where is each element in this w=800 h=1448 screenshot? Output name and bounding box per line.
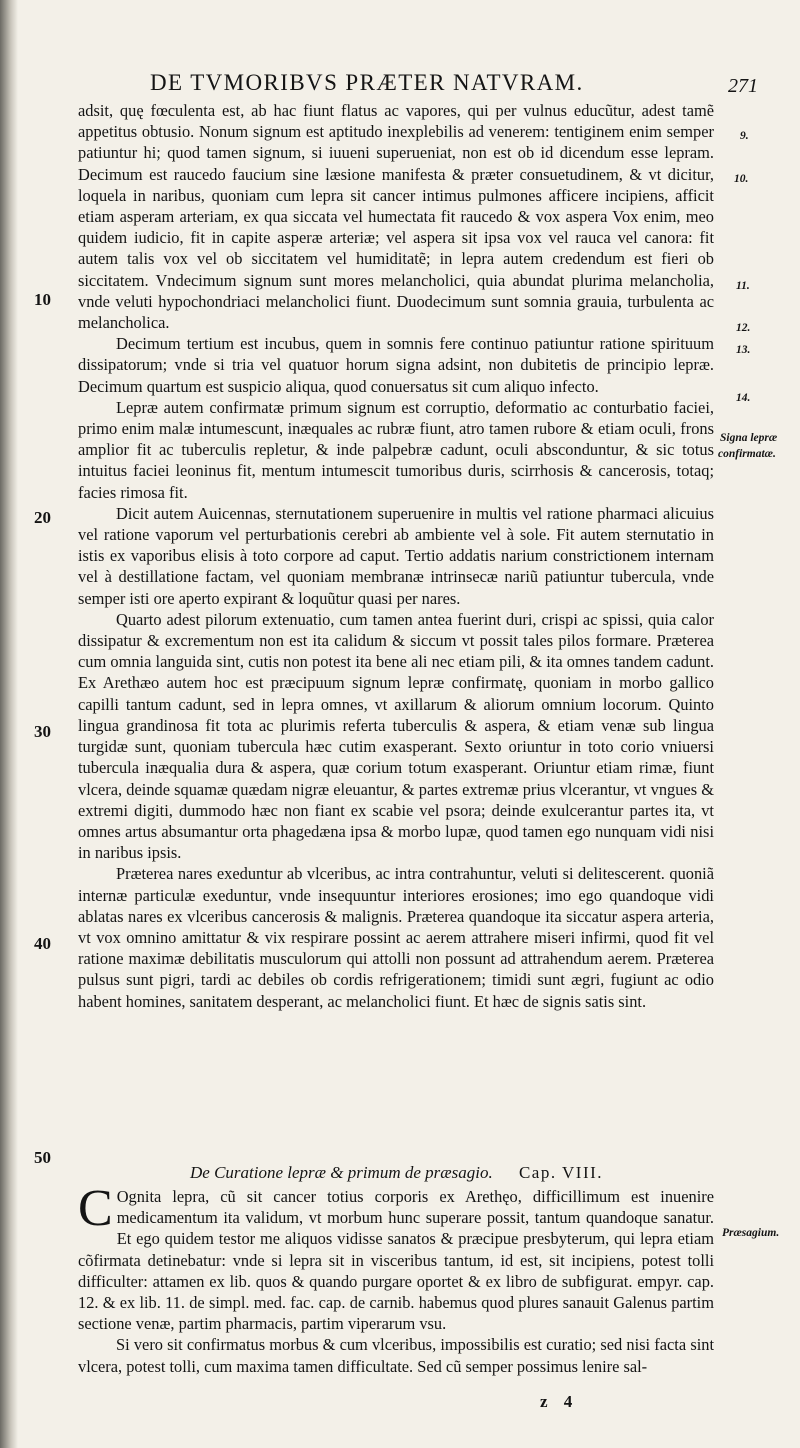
margin-note: 10.: [734, 173, 749, 185]
line-number: 40: [34, 934, 51, 953]
line-number: 20: [34, 508, 51, 527]
paragraph: Si vero sit confirmatus morbus & cum vlceribus, impossibilis est curatio; sed nisi facta sint vlcera, potest tolli, cum maxima tamen difficultate. Sed cũ semper possimus lenire sal-: [78, 1335, 714, 1376]
drop-cap: C: [78, 1180, 113, 1237]
book-spine: [0, 0, 18, 1448]
margin-note: confirmatæ.: [718, 448, 776, 460]
margin-note: Præsagium.: [722, 1227, 780, 1239]
chapter-heading: [190, 1163, 710, 1183]
paragraph: Lepræ autem confirmatæ primum signum est corruptio, deformatio ac conturbatio faciei, primo enim malæ intumescunt, inæquales ac rubræ fiunt, atro tamen rubore & etiam oculi, frons amplior fit ac tuberculis repletur, & inde palpebræ cadunt, oculi absconduntur, & sic totus intuitus faciei leoninus fit, mentum intumescit tumoribus duris, scirrhosis & cancerosis, totaq; facies rimosa fit.: [78, 397, 714, 502]
paragraph: [78, 1180, 714, 1334]
margin-note: 14.: [736, 392, 751, 404]
margin-note: 9.: [740, 130, 749, 142]
chapter-text: [78, 1180, 714, 1377]
paragraph: Decimum tertium est incubus, quem in somnis fere continuo patiuntur ratione spirituum dissipatorum; vnde si tria vel quatuor horum signa adsint, non dubitetis de principio lepræ. Decimum quartum est suspicio aliqua, quod conuersatus sit cum aliquo infecto.: [78, 334, 714, 396]
margin-note: 11.: [736, 280, 750, 292]
paragraph: Præterea nares exeduntur ab vlceribus, ac intra contrahuntur, veluti si delitescerent. quoniã internæ particulæ exeduntur, vnde insequuntur interiores erosiones; imo ego quandoque vidi ablatas nares ex vlceribus cancerosis & malignis. Præterea quandoque ita siccatur aspera arteria, vt vox omnino amittatur & vix respirare possint ac aerem attrahere miseri infirmi, quod fit vel ratione maximæ debilitatis musculorum qui attolli non possunt ad attrahendum aerem. Præterea pulsus sunt pigri, tardi ac debiles ob cordis refrigerationem; timidi sunt ægri, fugiunt ac odio habent homines, sanitatem desperant, ac melancholici fiunt. Et hæc de signis satis sint.: [78, 864, 714, 1011]
signature-mark: z 4: [540, 1392, 579, 1411]
paragraph: adsit, quę fœculenta est, ab hac fiunt flatus ac vapores, qui per vulnus educũtur, adest tamẽ appetitus obtusio. Nonum signum est aptitudo inexplebilis ad venerem: tentiginem enim semper patiuntur hi; quod tamen signum, si iuueni superueniat, non est ob id dicendum esse lepram. Decimum est raucedo faucium sine læsione manifesta & præter consuetudinem, & vt dicitur, loquela in naribus, quoniam cum lepra sit cancer intimus pulmones afficere incipiens, afficit etiam asperam arteriam, ex qua siccata vel humectata fit raucedo & vox aspera Vox enim, meo quidem iudicio, fit in capite asperæ arteriæ; vel aspera sit ipsa vox vel rauca vel canora: fit autem talis vox vel ob siccitatem vel humiditatẽ; in lepra autem credendum est fieri ob siccitatem. Vndecimum signum sunt mores melancholici, quia abundat plurima melancholia, vnde veluti hypochondriaci melancholici fiunt. Duodecimum sunt somnia grauia, turbulenta ac melancholica.: [78, 101, 714, 333]
paragraph-text: Ognita lepra, cũ sit cancer totius corporis ex Arethęo, difficillimum est inuenire medicamentum ita validum, vt morbum hunc superare possit, tantum quandoque sanatur. Et ego quidem testor me aliquos vidisse sanatos & præcipue presbyterum, qui lepra etiam cõfirmata detinebatur: vnde si lepra sit in visceribus tantum, id est, sit incipiens, potest tolli difficulter: attamen ex lib. quos & quando purgare oportet & ex libro de subfigurat. empyr. cap. 12. & ex lib. 11. de simpl. med. fac. cap. de carnib. habemus quod plures sanauit Galenus partim sectione venæ, partim pharmacis, partim viperarum vsu.: [78, 1187, 714, 1334]
chapter-title: De Curatione lepræ & primum de præsagio.: [190, 1163, 493, 1182]
paragraph: Quarto adest pilorum extenuatio, cum tamen antea fuerint duri, crispi ac spissi, quia calor dissipatur & excrementum non est ita calidum & siccum vt possit tales pilos formare. Præterea cum omnia languida sint, cutis non potest ita bene ali nec etiam pili, & ita omnes tandem cadunt. Ex Arethæo autem hoc est præcipuum signum lepræ confirmatę, quoniam in morbo gallico capilli tantum cadunt, sed in lepra omnes, vt axillarum & aliorum omnium locorum. Quinto lingua grandinosa fit tota ac plurimis referta tuberculis & aspera, & etiam venæ sub lingua turgidæ sunt, quoniam tubercula hæc cutim exasperant. Sexto oriuntur in toto corio vniuersi tubercula inæqualia dura & aspera, quæ corium totum exasperant. Oriuntur etiam rimæ, fiunt vlcera, deinde squamæ quædam nigræ eleuantur, & partes extremæ prius vlcerantur, vt vngues & extremi digiti, dummodo hæc non fiant ex scabie vel psora; deinde exulcerantur partes ita, vt omnes artus absumantur orta phagedæna ipsa & morbo lupæ, quod tamen ego nunquam vidi nisi in naribus ipsis.: [78, 609, 714, 863]
running-head: DE TVMORIBVS PRÆTER NATVRAM.: [150, 70, 584, 95]
margin-note: 13.: [736, 344, 751, 356]
margin-note: Signa lepræ: [720, 432, 778, 444]
margin-note: 12.: [736, 322, 751, 334]
page-number: 271: [728, 75, 758, 97]
paragraph: Dicit autem Auicennas, sternutationem superuenire in multis vel ratione pharmaci alicuius vel ratione vaporum vel perturbationis cerebri ab ambiente vel à sole. Fit autem sternutatio in istis ex vaporibus elisis à toto corpore ad caput. Tertio addatis narium constrictionem internam vel à destillatione factam, vel quoniam membranæ intrinsecæ nariũ patiuntur tubercula, vnde semper isti ore aperto expirant & loquũtur quasi per nares.: [78, 503, 714, 608]
line-number: 10: [34, 290, 51, 309]
chapter-number: Cap. VIII.: [518, 1163, 604, 1182]
line-number: 50: [34, 1148, 51, 1167]
line-number: 30: [34, 722, 51, 741]
main-text: [78, 100, 714, 1012]
